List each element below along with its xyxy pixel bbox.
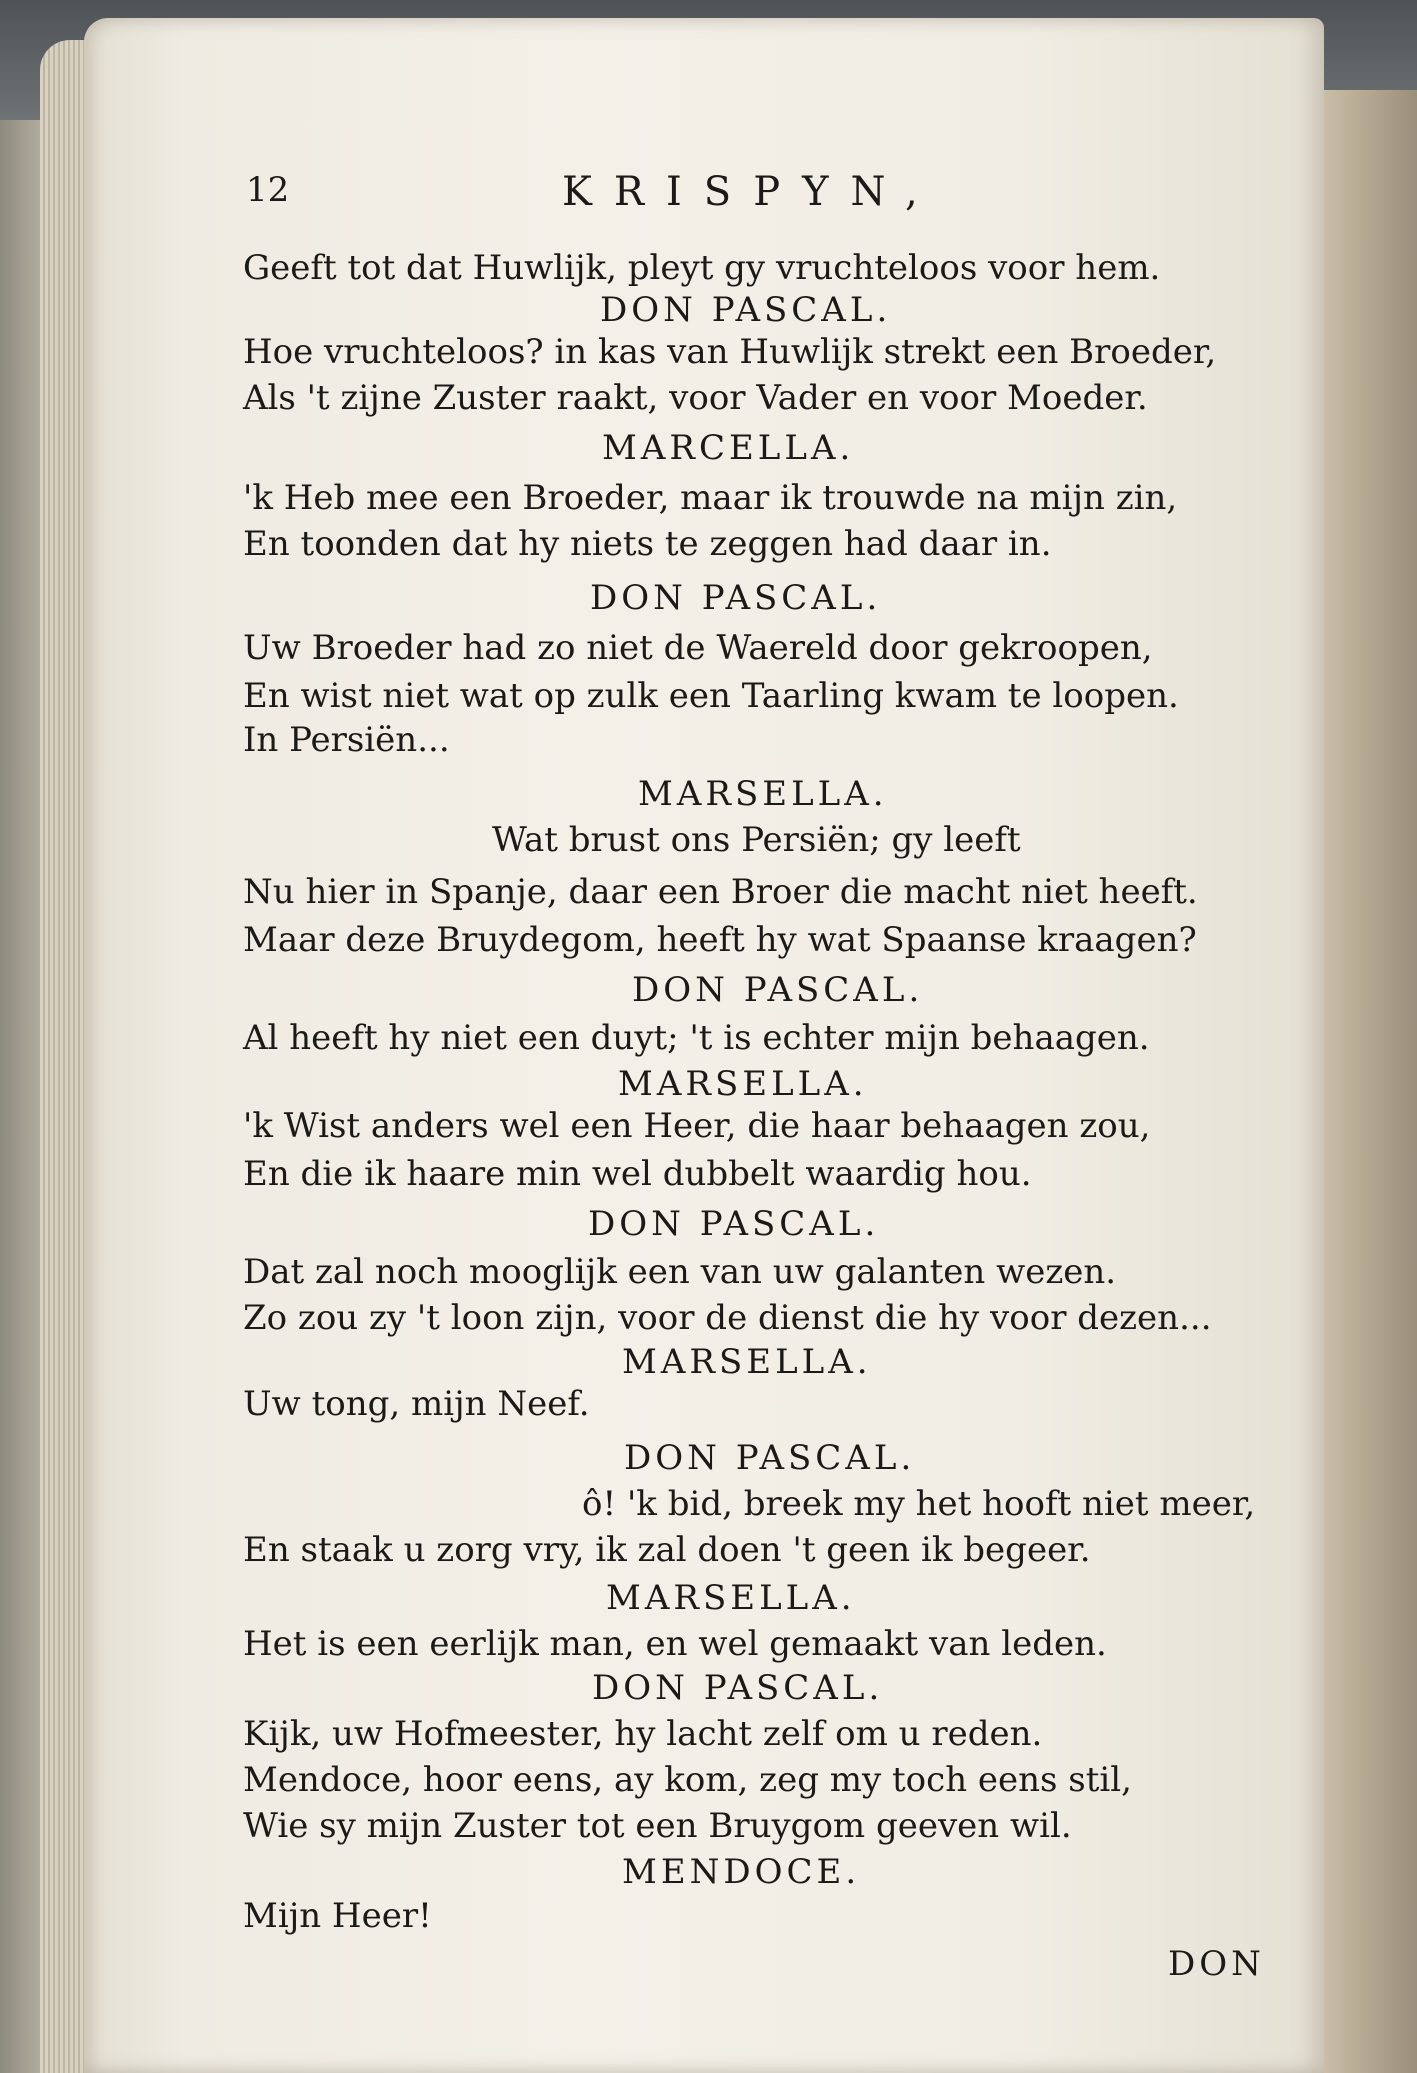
verse-line: Het is een eerlijk man, en wel gemaakt van leden. [243, 1624, 1107, 1664]
page-number: 12 [246, 170, 290, 210]
verse-line: Uw tong, mijn Neef. [243, 1384, 590, 1424]
speaker-name: DON PASCAL. [632, 970, 924, 1010]
verse-line: Uw Broeder had zo niet de Waereld door gekroopen, [243, 628, 1153, 668]
verse-line: Mendoce, hoor eens, ay kom, zeg my toch eens stil, [243, 1760, 1132, 1800]
verse-line: Mijn Heer! [243, 1896, 432, 1936]
verse-line: 'k Wist anders wel een Heer, die haar behaagen zou, [243, 1106, 1151, 1146]
facing-page-edge [1322, 90, 1417, 2073]
speaker-name: MARSELLA. [622, 1342, 872, 1382]
speaker-name: DON PASCAL. [600, 290, 892, 330]
verse-line: En wist niet wat op zulk een Taarling kwam te loopen. [243, 676, 1179, 716]
verse-line: 'k Heb mee een Broeder, maar ik trouwde na mijn zin, [243, 478, 1178, 518]
verse-line: En toonden dat hy niets te zeggen had daar in. [243, 524, 1052, 564]
speaker-name: MARSELLA. [618, 1064, 868, 1104]
verse-line: Kijk, uw Hofmeester, hy lacht zelf om u reden. [243, 1714, 1043, 1754]
verse-line: Al heeft hy niet een duyt; 't is echter mijn behaagen. [243, 1018, 1150, 1058]
speaker-name: MENDOCE. [622, 1852, 861, 1892]
catchword: DON [1168, 1944, 1265, 1984]
verse-line: Als 't zijne Zuster raakt, voor Vader en voor Moeder. [243, 378, 1148, 418]
verse-line: ô! 'k bid, breek my het hooft niet meer, [582, 1484, 1256, 1524]
speaker-name: DON PASCAL. [588, 1204, 880, 1244]
speaker-name: DON PASCAL. [624, 1438, 916, 1478]
verse-line: En staak u zorg vry, ik zal doen 't geen ik begeer. [243, 1530, 1091, 1570]
speaker-name: DON PASCAL. [592, 1668, 884, 1708]
verse-line: Wat brust ons Persiën; gy leeft [492, 820, 1021, 860]
speaker-name: MARSELLA. [638, 774, 888, 814]
running-title: KRISPYN, [562, 169, 940, 215]
speaker-name: MARSELLA. [606, 1578, 856, 1618]
verse-line: Dat zal noch mooglijk een van uw galanten wezen. [243, 1252, 1117, 1292]
verse-line: En die ik haare min wel dubbelt waardig hou. [243, 1154, 1032, 1194]
verse-line: Nu hier in Spanje, daar een Broer die macht niet heeft. [243, 872, 1198, 912]
verse-line: In Persiën... [243, 720, 450, 760]
verse-line: Maar deze Bruydegom, heeft hy wat Spaanse kraagen? [243, 920, 1197, 960]
verse-line: Zo zou zy 't loon zijn, voor de dienst die hy voor dezen... [243, 1298, 1212, 1338]
verse-line: Hoe vruchteloos? in kas van Huwlijk strekt een Broeder, [243, 332, 1217, 372]
speaker-name: MARCELLA. [602, 428, 855, 468]
verse-line: Geeft tot dat Huwlijk, pleyt gy vruchteloos voor hem. [243, 248, 1161, 288]
verse-line: Wie sy mijn Zuster tot een Bruygom geeven wil. [243, 1806, 1072, 1846]
speaker-name: DON PASCAL. [590, 578, 882, 618]
